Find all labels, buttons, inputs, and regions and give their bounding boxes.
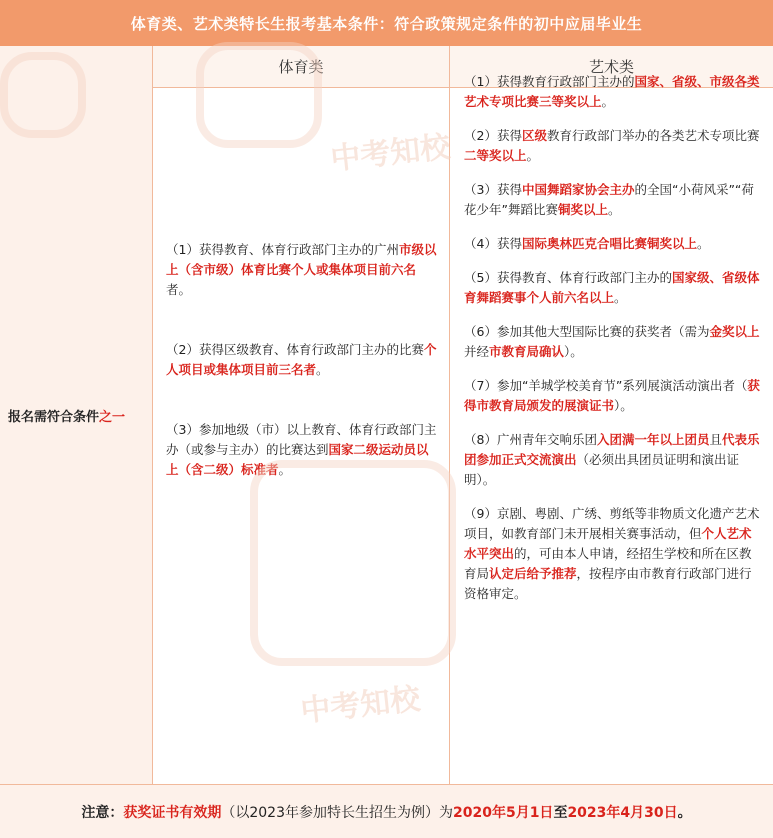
item-text: （1）获得教育行政部门主办的 (464, 74, 635, 89)
highlight-text: 个人项目或集体项目前三名者 (166, 342, 437, 377)
highlight-text: 国际奥林匹克合唱比赛铜奖以上 (521, 236, 697, 251)
item-text: 且 (709, 432, 722, 447)
watermark-text: 中考知校 (328, 129, 452, 178)
item-text: （6）参加其他大型国际比赛的获奖者（需为 (464, 324, 710, 339)
arts-item (452, 504, 768, 604)
highlight-text: 个人艺术水平突出 (464, 526, 752, 561)
item-text: 的，可由本人申请，经招生学校和所在区教育局 (464, 546, 752, 581)
note-text: 。 (677, 804, 692, 821)
highlight-text: 国家级、省级体育舞蹈赛事个人前六名以上 (464, 270, 760, 305)
highlight-text: 国家、省级、市级各类艺术专项比赛三等奖以上 (464, 74, 760, 109)
highlight-text: 认定后给予推荐 (489, 566, 577, 581)
item-text: （3）参加地级（市）以上教育、体育行政部门主办（或参与主办）的比赛达到 (166, 422, 437, 457)
highlight-text: 铜奖以上 (557, 202, 608, 217)
arts-item (452, 180, 768, 220)
item-text: ）。 (564, 344, 583, 359)
item-text: ）。 (614, 398, 633, 413)
header-arts: 艺术类 (450, 46, 773, 87)
item-text: （2）获得 (464, 128, 522, 143)
item-text: 。 (601, 94, 615, 109)
divider-line (152, 46, 153, 784)
arts-item (452, 72, 768, 112)
item-text: 的全国“小荷风采”“荷花少年”舞蹈比赛 (464, 182, 754, 217)
item-text: 。 (614, 290, 627, 305)
item-text: （2）获得区级教育、体育行政部门主办的比赛 (166, 342, 424, 357)
row-label-highlight: 之一 (99, 410, 126, 425)
highlight-text: 市级以上（含市级）体育比赛个人或集体项目前六名 (166, 242, 437, 277)
item-text: 并经 (464, 344, 490, 359)
arts-item (452, 322, 768, 362)
item-text: （4）获得 (464, 236, 522, 251)
highlight-text: 区级 (521, 128, 547, 143)
note-text: 注意： (81, 804, 124, 821)
arts-item (452, 376, 768, 416)
note-highlight: 2020年5月1日 (452, 804, 554, 821)
item-text: 者。 (166, 282, 192, 297)
item-text: （9）京剧、粤剧、广绣、剪纸等非物质文化遗产艺术项目，如教育部门未开展相关赛事活动，但 (464, 506, 760, 541)
highlight-text: 二等奖以上 (464, 148, 527, 163)
item-text: 。 (696, 236, 710, 251)
note-highlight: 2023年4月30日 (567, 804, 678, 821)
header-sports: 体育类 (153, 46, 449, 87)
highlight-text: 入团满一年以上团员 (596, 432, 710, 447)
item-text: （8）广州青年交响乐团 (464, 432, 597, 447)
item-text: ，按程序由市教育行政部门进行资格审定。 (464, 566, 752, 601)
row-label-text: 报名需符合条件 (8, 410, 100, 425)
arts-conditions (452, 72, 768, 618)
divider-line (449, 46, 450, 784)
highlight-text: 获得市教育局颁发的展演证书 (464, 378, 760, 413)
highlight-text: 市教育局确认 (489, 344, 565, 359)
sports-item (154, 240, 444, 300)
note-highlight: 获奖证书有效期 (123, 804, 222, 821)
arts-item (452, 268, 768, 308)
note-text: （以2023年参加特长生招生为例）为 (221, 804, 453, 821)
validity-note (0, 784, 773, 838)
item-text: 。 (316, 362, 329, 377)
item-text: 。 (526, 148, 540, 163)
sports-conditions (154, 240, 444, 520)
item-text: （5）获得教育、体育行政部门主办的 (464, 270, 672, 285)
item-text: （1）获得教育、体育行政部门主办的广州 (166, 242, 399, 257)
sports-item (154, 420, 444, 480)
item-text: （7）参加“羊城学校美育节”系列展演活动演出者（ (464, 378, 748, 393)
item-text: （必须出具团员证明和演出证明）。 (464, 452, 740, 487)
note-text: 至 (553, 804, 568, 821)
item-text: 。 (278, 462, 292, 477)
item-text: （3）获得 (464, 182, 522, 197)
arts-item (452, 430, 768, 490)
row-label (8, 406, 152, 425)
highlight-text: 国家二级运动员以上（含二级）标准者 (166, 442, 429, 477)
arts-item (452, 126, 768, 166)
item-text: 教育行政部门举办的各类艺术专项比赛 (546, 128, 760, 143)
table-title: 体育类、艺术类特长生报考基本条件：符合政策规定条件的初中应届毕业生 (0, 0, 773, 46)
highlight-text: 金奖以上 (709, 324, 760, 339)
arts-item (452, 234, 768, 254)
sports-item (154, 340, 444, 380)
highlight-text: 中国舞蹈家协会主办 (521, 182, 635, 197)
watermark-text: 中考知校 (298, 681, 422, 730)
highlight-text: 代表乐团参加正式交流演出 (464, 432, 760, 467)
item-text: 。 (608, 202, 621, 217)
